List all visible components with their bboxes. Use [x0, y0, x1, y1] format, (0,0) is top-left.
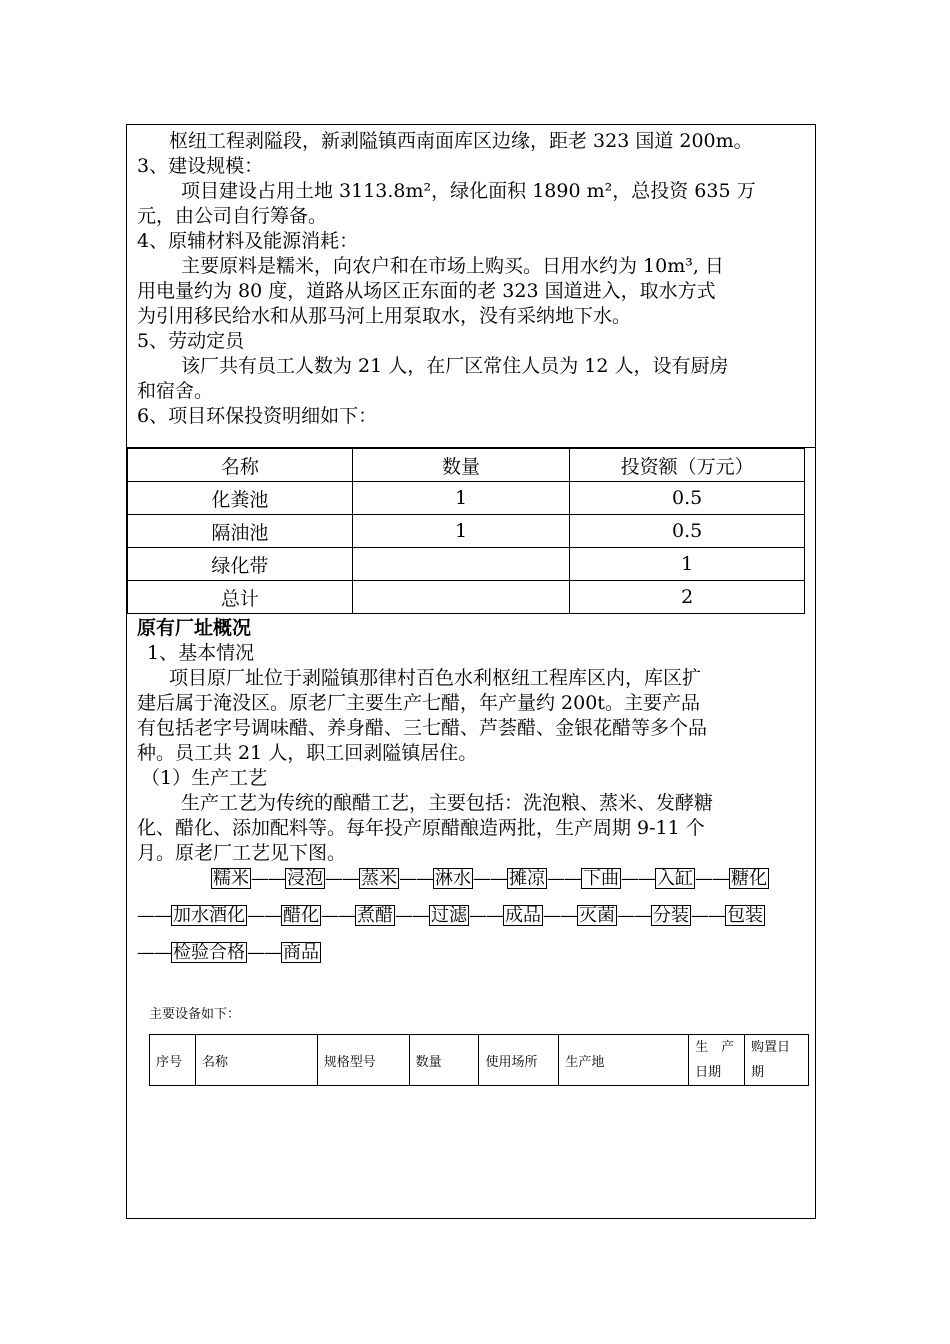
- subheading-basic: 1、基本情况: [147, 642, 255, 664]
- flow-step: 检验合格: [173, 942, 245, 963]
- flow-arrow: ——: [617, 905, 651, 926]
- project-description-section: [127, 125, 815, 447]
- flow-step: 摊凉: [509, 868, 545, 889]
- document-frame: [126, 124, 816, 1219]
- table-cell: [352, 548, 570, 581]
- flow-arrow: ——: [469, 905, 503, 926]
- table-cell: 1: [570, 548, 805, 581]
- flow-arrow: ——: [543, 905, 577, 926]
- flow-step: 分装: [653, 905, 689, 926]
- flow-arrow: ——: [691, 905, 725, 926]
- table-header: 投资额（万元）: [570, 449, 805, 482]
- text-line: 枢纽工程剥隘段，新剥隘镇西南面库区边缘，距老 323 国道 200m。: [169, 130, 753, 152]
- flow-step: 包装: [727, 905, 763, 926]
- table-header: 使用场所: [479, 1035, 559, 1086]
- text-line: 主要原料是糯米，向农户和在市场上购买。日用水约为 10m³, 日: [181, 255, 724, 277]
- text-line: 和宿舍。: [137, 380, 214, 402]
- table-row: [128, 515, 805, 548]
- flow-arrow: ——: [395, 905, 429, 926]
- flow-arrow: ——: [399, 868, 433, 889]
- flow-step: 入缸: [657, 868, 693, 889]
- flow-arrow: ——: [321, 905, 355, 926]
- table-header: 规格型号: [317, 1035, 409, 1086]
- flow-step: 下曲: [583, 868, 619, 889]
- flow-step: 灭菌: [579, 905, 615, 926]
- subheading-staffing: 5、劳动定员: [137, 330, 245, 352]
- table-cell: 2: [570, 581, 805, 614]
- table-header: 生产地: [559, 1035, 689, 1086]
- flow-arrow: ——: [137, 942, 171, 963]
- table-row: [128, 482, 805, 515]
- table-header: 数量: [352, 449, 570, 482]
- table-cell: 绿化带: [128, 548, 353, 581]
- flow-step: 糯米: [213, 868, 249, 889]
- table-header: 序号: [150, 1035, 196, 1086]
- text-line: 建后属于淹没区。原老厂主要生产七醋，年产量约 200t。主要产品: [137, 692, 700, 714]
- text-line: 有包括老字号调味醋、养身醋、三七醋、芦荟醋、金银花醋等多个品: [137, 717, 708, 739]
- subheading-scale: 3、建设规模：: [137, 155, 264, 177]
- table-row: [128, 581, 805, 614]
- flow-row: [137, 905, 765, 927]
- flow-step: 浸泡: [287, 868, 323, 889]
- flow-step: 糖化: [731, 868, 767, 889]
- equipment-table: [149, 1034, 809, 1086]
- flow-step: 淋水: [435, 868, 471, 889]
- flow-arrow: ——: [547, 868, 581, 889]
- section-heading: 原有厂址概况: [137, 617, 252, 639]
- text-line: 项目原厂址位于剥隘镇那律村百色水利枢纽工程库区内，库区扩: [169, 667, 702, 689]
- text-line: 种。员工共 21 人，职工回剥隘镇居住。: [137, 742, 478, 764]
- equipment-caption: 主要设备如下：: [149, 1007, 241, 1022]
- table-cell: 0.5: [570, 515, 805, 548]
- flow-arrow: ——: [695, 868, 729, 889]
- flow-arrow: ——: [473, 868, 507, 889]
- table-cell: [352, 581, 570, 614]
- table-cell: 隔油池: [128, 515, 353, 548]
- text-line: 项目建设占用土地 3113.8m²，绿化面积 1890 m²，总投资 635 万: [181, 180, 756, 202]
- investment-table: [127, 448, 805, 614]
- table-header: 名称: [195, 1035, 317, 1086]
- flow-arrow: ——: [247, 942, 281, 963]
- table-cell: 1: [352, 482, 570, 515]
- flow-step: 成品: [505, 905, 541, 926]
- text-line: 为引用移民给水和从那马河上用泵取水，没有采纳地下水。: [137, 305, 632, 327]
- flow-step: 商品: [283, 942, 319, 963]
- subheading-investment: 6、项目环保投资明细如下：: [137, 405, 378, 427]
- flow-step: 过滤: [431, 905, 467, 926]
- subheading-process: （1）生产工艺: [141, 767, 268, 789]
- text-line: 用电量约为 80 度，道路从场区正东面的老 323 国道进入，取水方式: [137, 280, 716, 302]
- table-cell: 化粪池: [128, 482, 353, 515]
- table-header-row: [150, 1035, 809, 1086]
- flow-step: 蒸米: [361, 868, 397, 889]
- flow-step: 醋化: [283, 905, 319, 926]
- flow-arrow: ——: [137, 905, 171, 926]
- text-line: 生产工艺为传统的酿醋工艺，主要包括：洗泡粮、蒸米、发酵糖: [181, 792, 714, 814]
- flow-arrow: ——: [325, 868, 359, 889]
- table-cell: 1: [352, 515, 570, 548]
- flow-step: 煮醋: [357, 905, 393, 926]
- flow-arrow: ——: [621, 868, 655, 889]
- table-header: 生 产日期: [689, 1035, 745, 1086]
- flow-arrow: ——: [251, 868, 285, 889]
- table-header-row: [128, 449, 805, 482]
- text-line: 元，由公司自行筹备。: [137, 205, 328, 227]
- flow-row: [137, 942, 321, 964]
- table-header: 数量: [409, 1035, 479, 1086]
- table-cell: 总计: [128, 581, 353, 614]
- table-cell: 0.5: [570, 482, 805, 515]
- flow-step: 加水酒化: [173, 905, 245, 926]
- text-line: 化、醋化、添加配料等。每年投产原醋酿造两批，生产周期 9-11 个: [137, 817, 705, 839]
- text-line: 月。原老厂工艺见下图。: [137, 842, 347, 864]
- text-line: 该厂共有员工人数为 21 人，在厂区常住人员为 12 人，设有厨房: [181, 355, 729, 377]
- table-row: [128, 548, 805, 581]
- divider: [127, 447, 815, 448]
- flow-row: [211, 868, 769, 890]
- flow-arrow: ——: [247, 905, 281, 926]
- table-header: 购置日期: [745, 1035, 809, 1086]
- table-header: 名称: [128, 449, 353, 482]
- subheading-materials: 4、原辅材料及能源消耗：: [137, 230, 359, 252]
